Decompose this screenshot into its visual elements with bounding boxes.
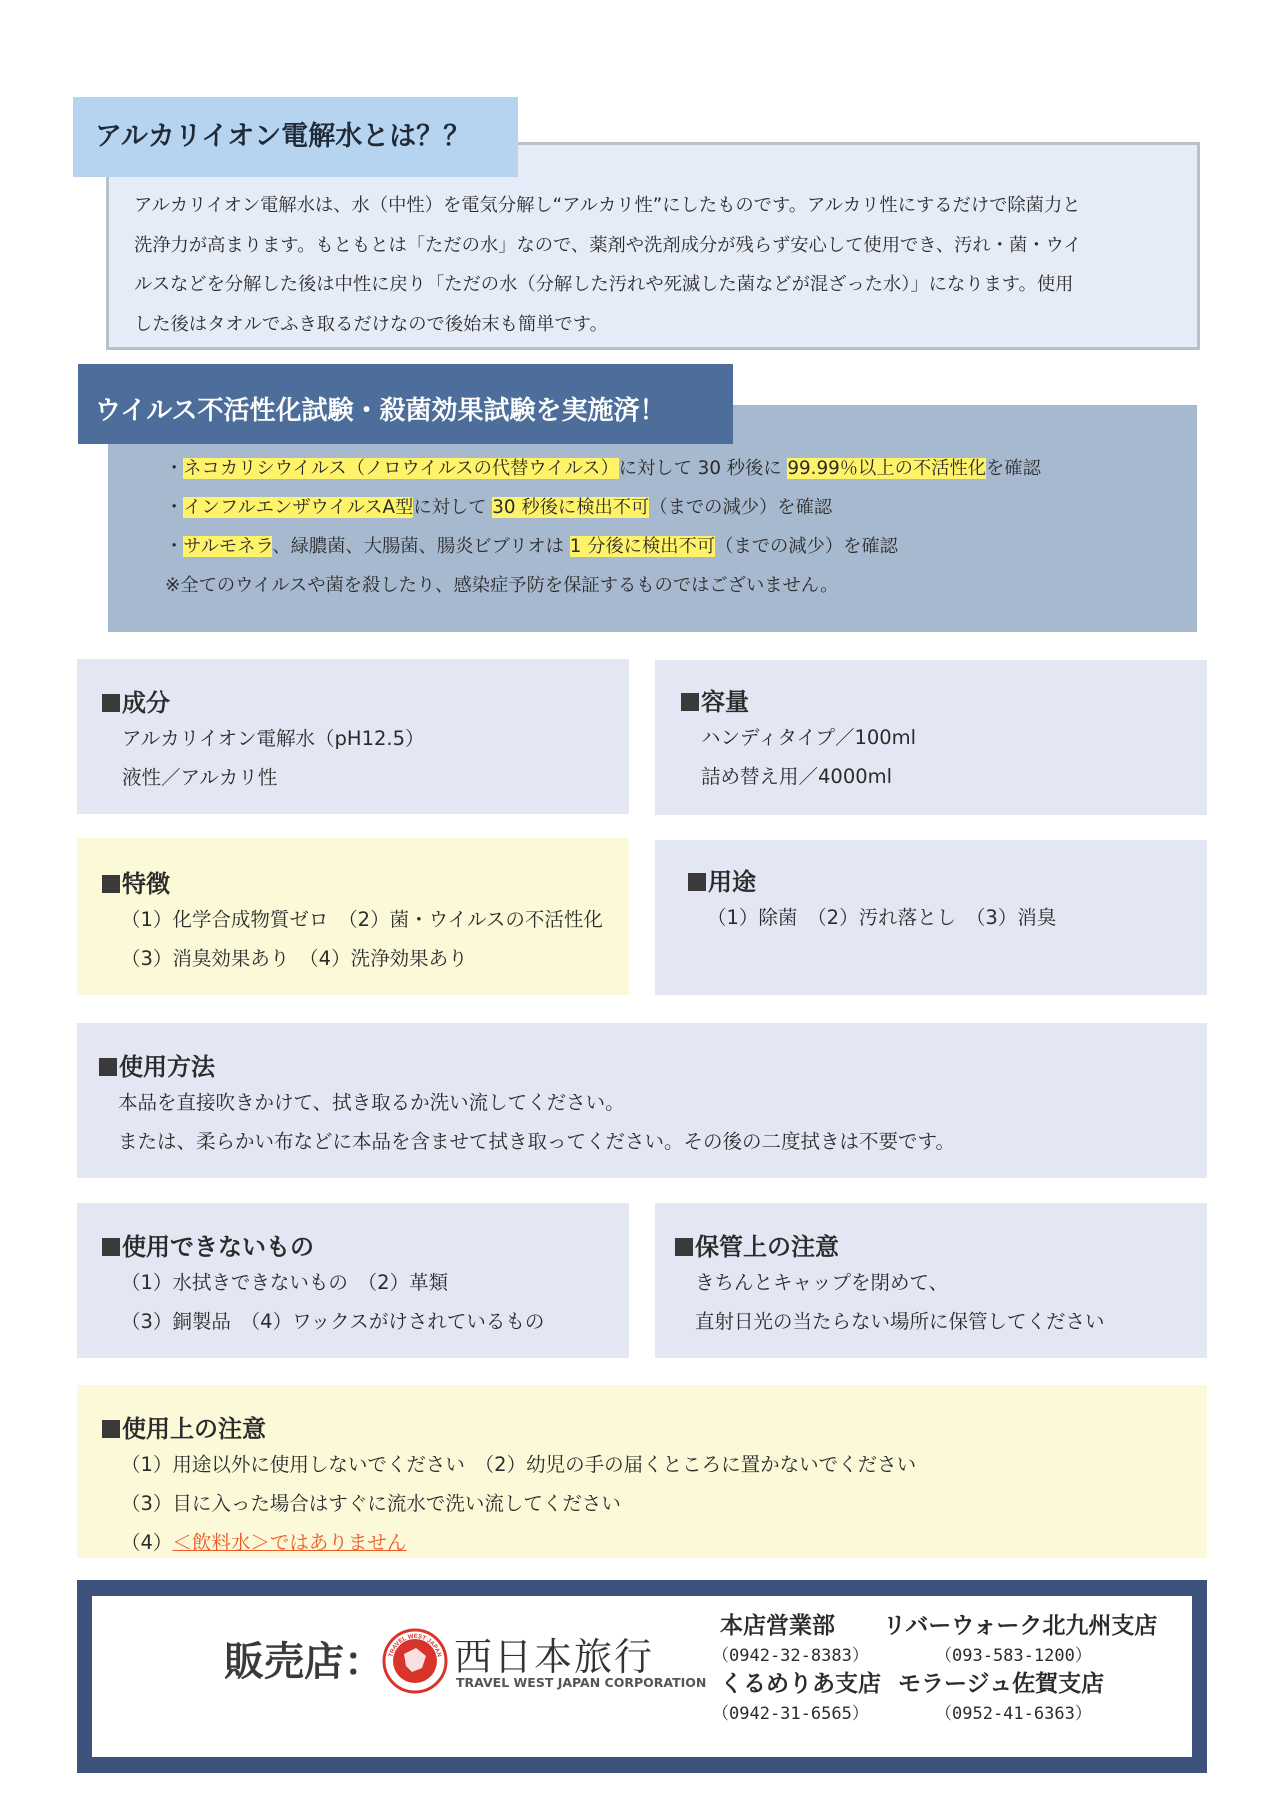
intro-description	[134, 186, 1174, 344]
intro-line: した後はタオルでふき取るだけなので後始末も簡単です。	[134, 313, 608, 335]
square-bullet-icon	[99, 1058, 117, 1076]
heading-text: 容量	[701, 688, 749, 716]
capacity-line: ハンディタイプ／100ml	[701, 726, 917, 749]
company-name: 西日本旅行	[454, 1635, 655, 1679]
branch-name: モラージュ佐賀支店	[898, 1671, 1105, 1697]
uses-heading	[688, 862, 756, 897]
usage-caution-heading	[102, 1409, 266, 1444]
storage-caution-line: 直射日光の当たらない場所に保管してください	[695, 1310, 1105, 1333]
heading-text: 使用できないもの	[122, 1233, 314, 1261]
branch-name: リバーウォーク北九州支店	[883, 1613, 1158, 1639]
usage-caution-line: （3）目に入った場合はすぐに流水で洗い流してください	[121, 1492, 621, 1515]
heading-text: 用途	[708, 868, 756, 896]
unsuitable-items-lines	[121, 1263, 544, 1341]
heading-text: 使用方法	[119, 1053, 215, 1081]
ingredients-lines	[122, 719, 425, 797]
square-bullet-icon	[102, 875, 120, 893]
square-bullet-icon	[681, 693, 699, 711]
result-text: （までの減少）を確認	[649, 497, 833, 518]
highlight-text: 1 分後に検出不可	[569, 536, 716, 557]
features-line: （1）化学合成物質ゼロ （2）菌・ウイルスの不活性化	[121, 908, 603, 931]
usage-method-line: 本品を直接吹きかけて、拭き取るか洗い流してください。	[118, 1091, 625, 1114]
branch-phone: （0942-31-6565）	[712, 1704, 869, 1724]
branch-phone: （0952-41-6363）	[935, 1704, 1092, 1724]
uses-line: （1）除菌 （2）汚れ落とし （3）消臭	[707, 906, 1057, 929]
branch-name: 本店営業部	[720, 1613, 835, 1639]
bullet: ・	[165, 458, 184, 479]
ingredients-heading	[102, 683, 170, 718]
capacity-lines	[701, 718, 916, 796]
highlight-text: 30 秒後に検出不可	[492, 497, 650, 518]
intro-line: 洗浄力が高まります。もともとは「ただの水」なので、薬剤や洗剤成分が残らず安心して使用でき、汚れ・菌・ウイ	[134, 234, 1082, 256]
usage-caution-line: （1）用途以外に使用しないでください （2）幼児の手の届くところに置かないでください	[121, 1453, 917, 1476]
unsuitable-items-line: （1）水拭きできないもの （2）革類	[121, 1271, 449, 1294]
branch-phone: （093-583-1200）	[935, 1646, 1092, 1666]
highlight-text: インフルエンザウイルスA型	[183, 497, 414, 518]
result-text: 、緑膿菌、大腸菌、腸炎ビブリオは	[272, 536, 570, 557]
test-disclaimer: ※全てのウイルスや菌を殺したり、感染症予防を保証するものではございません。	[165, 575, 839, 596]
heading-text: 成分	[122, 689, 170, 717]
storage-caution-heading	[675, 1227, 839, 1262]
features-box	[77, 838, 629, 995]
uses-box	[655, 840, 1207, 995]
square-bullet-icon	[102, 694, 120, 712]
intro-line: アルカリイオン電解水は、水（中性）を電気分解し“アルカリ性”にしたものです。アルカリ性にするだけで除菌力と	[134, 195, 1081, 216]
svg-text:TRAVEL WEST JAPAN: TRAVEL WEST JAPAN	[388, 1633, 442, 1658]
usage-method-box	[77, 1023, 1207, 1178]
heading-text: 保管上の注意	[695, 1233, 839, 1261]
features-lines	[121, 900, 603, 978]
features-line: （3）消臭効果あり （4）洗浄効果あり	[121, 947, 468, 970]
square-bullet-icon	[675, 1238, 693, 1256]
seller-label: 販売店：	[224, 1639, 384, 1685]
capacity-line: 詰め替え用／4000ml	[701, 765, 893, 788]
capacity-heading	[681, 682, 749, 717]
square-bullet-icon	[102, 1238, 120, 1256]
test-result-item	[165, 532, 1041, 571]
ingredients-line: 液性／アルカリ性	[122, 766, 278, 789]
square-bullet-icon	[102, 1420, 120, 1438]
caution-number: （4）	[121, 1531, 173, 1554]
intro-title: アルカリイオン電解水とは？？	[95, 121, 471, 152]
company-name-english: TRAVEL WEST JAPAN CORPORATION	[456, 1675, 707, 1690]
highlight-text: 99.99％以上の不活性化	[787, 458, 987, 479]
test-result-item	[165, 493, 1041, 532]
uses-lines	[707, 898, 1056, 937]
square-bullet-icon	[688, 873, 706, 891]
usage-method-lines	[118, 1083, 955, 1161]
features-heading	[102, 864, 170, 899]
storage-caution-lines	[695, 1263, 1105, 1341]
usage-caution-lines	[121, 1445, 916, 1562]
heading-text: 特徴	[122, 870, 170, 898]
unsuitable-items-box	[77, 1203, 629, 1358]
branch-phone: （0942-32-8383）	[712, 1646, 869, 1666]
result-text: に対して	[413, 497, 493, 518]
capacity-box	[655, 660, 1207, 815]
highlight-text: ネコカリシウイルス（ノロウイルスの代替ウイルス）	[183, 458, 619, 479]
intro-line: ルスなどを分解した後は中性に戻り「ただの水（分解した汚れや死滅した菌などが混ざった水）」になります。使用	[134, 274, 1074, 295]
usage-method-line: または、柔らかい布などに本品を含ませて拭き取ってください。その後の二度拭きは不要です。	[118, 1130, 955, 1153]
result-text: （までの減少）を確認	[715, 536, 898, 557]
test-title: ウイルス不活性化試験・殺菌効果試験を実施済！	[95, 396, 666, 426]
ingredients-line: アルカリイオン電解水（pH12.5）	[122, 727, 425, 750]
bullet: ・	[165, 536, 184, 557]
test-result-item	[165, 454, 1041, 493]
test-results-list	[165, 454, 1041, 610]
company-seal-logo	[382, 1628, 448, 1694]
highlight-text: サルモネラ	[183, 536, 273, 557]
storage-caution-box	[655, 1203, 1207, 1358]
usage-caution-box	[77, 1385, 1207, 1558]
not-drinking-water-warning: ＜飲料水＞ではありません	[172, 1531, 407, 1554]
result-text: を確認	[986, 458, 1041, 479]
usage-caution-line	[121, 1523, 916, 1562]
ingredients-box	[77, 659, 629, 814]
result-text: に対して 30 秒後に	[618, 458, 788, 479]
storage-caution-line: きちんとキャップを閉めて、	[695, 1271, 949, 1294]
usage-method-heading	[99, 1047, 215, 1082]
branch-name: くるめりあ支店	[720, 1671, 881, 1697]
heading-text: 使用上の注意	[122, 1415, 266, 1443]
unsuitable-items-line: （3）銅製品 （4）ワックスがけされているもの	[121, 1310, 545, 1333]
bullet: ・	[165, 497, 184, 518]
unsuitable-items-heading	[102, 1227, 314, 1262]
